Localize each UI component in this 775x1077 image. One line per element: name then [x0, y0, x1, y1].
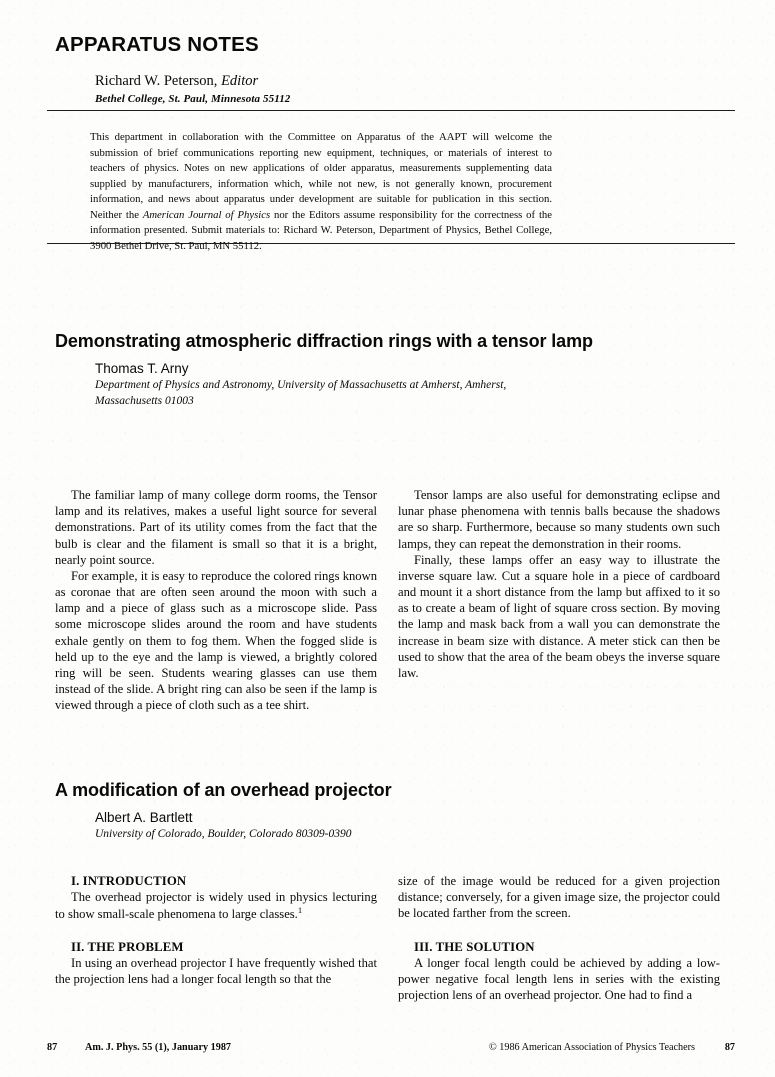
article-two-problem-paragraph: In using an overhead projector I have frequently wished that the projection lens had a longer focal length so that the — [55, 956, 377, 987]
article-two-intro-paragraph — [55, 889, 377, 921]
scope-note-part1: This department in collaboration with the Committee on Apparatus of the AAPT will welcome the submission of brief communications reporting new equipment, techniques, or materials of interest to teachers of physics. Notes on new applications of older apparatus, measurements supplementing data supplied by manufacturers, information which, while not new, is not generally known, procurement information, and news about apparatus under development are suitable for publication in this section. Neither the — [90, 131, 552, 221]
article-two-author: Albert A. Bartlett — [95, 810, 193, 825]
editor-affiliation: Bethel College, St. Paul, Minnesota 55112 — [95, 92, 291, 105]
footer-page-number-left: 87 — [47, 1042, 58, 1053]
article-one-title: Demonstrating atmospheric diffraction rings with a tensor lamp — [55, 331, 593, 351]
section-heading-introduction: I. INTRODUCTION — [71, 874, 187, 888]
article-one-author: Thomas T. Arny — [95, 361, 189, 376]
page-title: APPARATUS NOTES — [55, 33, 259, 56]
footer-copyright: © 1986 American Association of Physics Teachers — [488, 1042, 695, 1053]
scope-note-part2: nor the Editors assume responsibility for the correctness of the information presented. Submit materials to: Richard W. Peterson, Department of Physics, Bethel College, 3900 Bethel Drive, St. Paul, MN 55112. — [90, 208, 552, 252]
article-two-intro-text: The overhead projector is widely used in physics lecturing to show small-scale phenomena to large classes. — [55, 890, 377, 921]
section-heading-solution: III. THE SOLUTION — [414, 939, 535, 954]
section-heading-problem: II. THE PROBLEM — [71, 939, 184, 954]
article-one-left-paragraph-1: The familiar lamp of many college dorm rooms, the Tensor lamp and its relatives, makes a useful light source for several demonstrations. Part of its utility comes from the fact that the bulb is clear and the filament is small so that it is a bright, nearly point source. — [55, 488, 377, 567]
article-one-byline — [95, 360, 506, 409]
article-two-column-right — [398, 873, 720, 1003]
editor-name — [95, 72, 290, 92]
editor-block — [95, 72, 290, 106]
article-two-affiliation-line1: University of Colorado, Boulder, Colorado 80309-0390 — [95, 828, 352, 841]
scope-note-journal-name: American Journal of Physics — [142, 208, 271, 221]
article-one-right-paragraph-2: Finally, these lamps offer an easy way to illustrate the inverse square law. Cut a square hole in a piece of cardboard and mount it a short distance from the lamp but affixed to it so as to create a beam of light of square cross section. By moving the lamp and mask back from a wall you can demonstrate the increase in beam size with distance. A meter stick can then be used to show that the area of the beam obeys the inverse square law. — [398, 552, 720, 680]
divider-bottom — [47, 243, 735, 244]
article-one-column-right — [398, 487, 720, 681]
footer-page-number-right: 87 — [724, 1042, 735, 1053]
article-one-column-left — [55, 487, 377, 713]
divider-top — [47, 110, 735, 111]
footnote-marker[interactable]: 1 — [297, 904, 303, 915]
footer-citation: Am. J. Phys. 55 (1), January 1987 — [85, 1042, 232, 1053]
editor-role: Editor — [221, 73, 259, 89]
article-two-title: A modification of an overhead projector — [55, 780, 392, 800]
article-two-problem-paragraph-continued: size of the image would be reduced for a given projection distance; conversely, for a given image size, the projector could be located farther from the screen. — [398, 874, 720, 921]
article-one-affiliation-line2: Massachusetts 01003 — [95, 394, 194, 407]
scope-note — [90, 130, 552, 254]
editor-name-text: Richard W. Peterson, — [95, 73, 222, 89]
article-two-column-left — [55, 873, 377, 988]
article-one-right-paragraph-1: Tensor lamps are also useful for demonstrating eclipse and lunar phase phenomena with tennis balls because the shadows are so sharp. Furthermore, because so many students own such lamps, they can repeat the demonstration in their rooms. — [398, 488, 720, 551]
page-footer — [47, 1042, 735, 1053]
article-two-byline — [95, 809, 352, 843]
article-two-solution-paragraph: A longer focal length could be achieved by adding a low-power negative focal length lens in series with the existing projection lens of an overhead projector. One had to find a — [398, 955, 720, 1003]
article-one-left-paragraph-2: For example, it is easy to reproduce the colored rings known as coronae that are often seen around the moon with such a lamp and a piece of glass such as a microscope slide. Pass some microscope slides around the room and have students exhale gently on them to fog them. When the fogged slide is held up to the eye and the lamp is viewed, a brightly colored ring will be seen. Students wearing glasses can use them instead of the slide. A bright ring can also be seen if the lamp is viewed through a piece of cloth such as a tee shirt. — [55, 568, 377, 713]
article-one-affiliation-line1: Department of Physics and Astronomy, University of Massachusetts at Amherst, Amherst, — [95, 379, 507, 392]
